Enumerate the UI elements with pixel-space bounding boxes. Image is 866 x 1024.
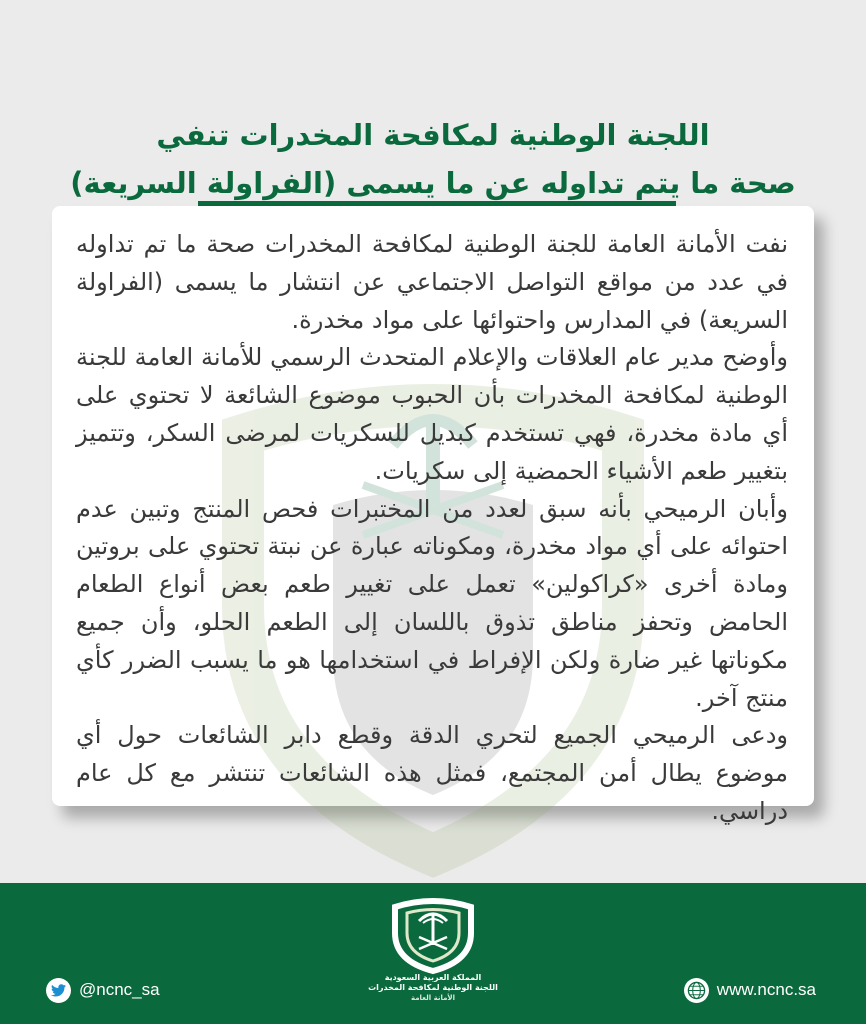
palm-swords-shield-emblem-icon bbox=[385, 893, 481, 973]
headline-line-2: صحة ما يتم تداوله عن ما يسمى (الفراولة السريعة) bbox=[70, 166, 796, 201]
twitter-link[interactable] bbox=[46, 977, 160, 1003]
footer-bar bbox=[0, 883, 866, 1024]
ncnc-logo bbox=[368, 893, 498, 1015]
headline-line-1: اللجنة الوطنية لمكافحة المخدرات تنفي bbox=[156, 118, 710, 153]
logo-text-committee: اللجنة الوطنية لمكافحة المخدرات bbox=[368, 983, 498, 992]
twitter-handle[interactable]: @ncnc_sa bbox=[79, 980, 160, 999]
article-paragraph-3: وأبان الرميحي بأنه سبق لعدد من المختبرات فحص المنتج وتبين عدم احتوائه على أي مواد مخدرة، ومكوناته عبارة عن نبتة تحتوي على بروتين ومادة أخرى «كراكولين» تعمل على تغيير طعم بعض أنواع الطعام الحامض وتحفز مناطق تذوق باللسان إلى الطعم الحلو، وأن جميع مكوناتها غير ضارة ولكن الإفراط في استخدامها هو ما يسبب الضرر كأي منتج آخر. bbox=[76, 494, 788, 712]
website-link[interactable] bbox=[684, 977, 816, 1003]
logo-text-secretariat: الأمانة العامة bbox=[410, 994, 456, 1002]
headline bbox=[60, 111, 806, 207]
article-paragraph-2: وأوضح مدير عام العلاقات والإعلام المتحدث الرسمي للأمانة العامة للجنة الوطنية لمكافحة المخدرات بأن الحبوب موضوع الشائعة لا تحتوي على أي مادة مخدرة، فهي تستخدم كبديل للسكريات لمرضى السكر، وتتميز بتغيير طعم الأشياء الحمضية إلى سكريات. bbox=[76, 343, 788, 485]
article-card bbox=[52, 206, 814, 825]
www-globe-icon bbox=[684, 978, 709, 1003]
logo-text-kingdom: المملكة العربية السعودية bbox=[384, 973, 482, 982]
article-body bbox=[76, 226, 788, 831]
twitter-icon bbox=[46, 978, 71, 1003]
article-paragraph-1: نفت الأمانة العامة للجنة الوطنية لمكافحة المخدرات صحة ما تم تداوله في عدد من مواقع التواصل الاجتماعي عن انتشار ما يسمى (الفراولة السريعة) في المدارس واحتوائها على مواد مخدرة. bbox=[76, 230, 788, 334]
article-paragraph-4: ودعى الرميحي الجميع لتحري الدقة وقطع دابر الشائعات حول أي موضوع يطال أمن المجتمع، فمثل هذه الشائعات تنتشر مع كل عام دراسي. bbox=[76, 721, 788, 825]
website-url[interactable]: www.ncnc.sa bbox=[716, 980, 816, 999]
